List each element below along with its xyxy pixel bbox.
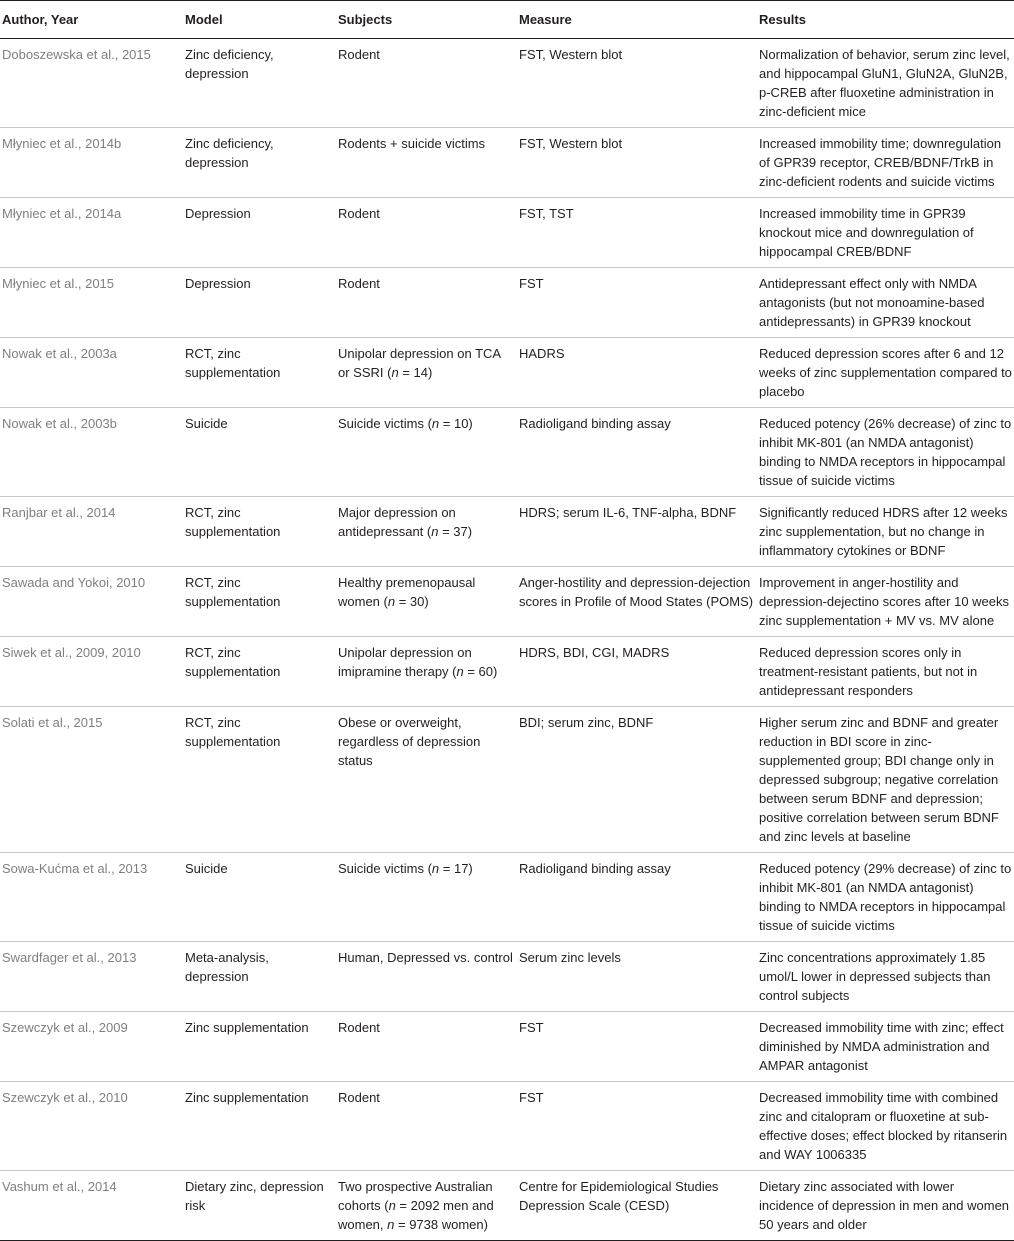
table-row [0,338,1014,408]
cell-measure: HDRS, BDI, CGI, MADRS [517,637,757,707]
table-row [0,1082,1014,1171]
header-results: Results [757,1,1014,39]
cell-model: RCT, zinc supplementation [183,707,336,853]
table-row [0,39,1014,128]
cell-author[interactable]: Młyniec et al., 2015 [0,268,183,338]
cell-subjects: Healthy premenopausal women (n = 30) [336,567,517,637]
cell-model: Suicide [183,853,336,942]
cell-author[interactable]: Młyniec et al., 2014b [0,128,183,198]
cell-author[interactable]: Swardfager et al., 2013 [0,942,183,1012]
cell-author[interactable]: Sawada and Yokoi, 2010 [0,567,183,637]
cell-author[interactable]: Nowak et al., 2003b [0,408,183,497]
cell-results: Reduced depression scores after 6 and 12 weeks of zinc supplementation compared to placebo [757,338,1014,408]
cell-measure: FST, Western blot [517,128,757,198]
sample-size-symbol: n [431,861,440,876]
sample-size-symbol: n [388,1198,396,1213]
cell-model: Depression [183,198,336,268]
cell-author[interactable]: Sowa-Kućma et al., 2013 [0,853,183,942]
cell-results: Antidepressant effect only with NMDA antagonists (but not monoamine-based antidepressants) in GPR39 knockout [757,268,1014,338]
cell-measure: BDI; serum zinc, BDNF [517,707,757,853]
cell-model: RCT, zinc supplementation [183,497,336,567]
header-row [0,1,1014,39]
cell-author[interactable]: Doboszewska et al., 2015 [0,39,183,128]
table-row [0,1012,1014,1082]
table-row [0,408,1014,497]
cell-subjects: Rodent [336,39,517,128]
cell-model: Zinc supplementation [183,1082,336,1171]
cell-author[interactable]: Nowak et al., 2003a [0,338,183,408]
header-measure: Measure [517,1,757,39]
table-row [0,128,1014,198]
cell-results: Normalization of behavior, serum zinc level, and hippocampal GluN1, GluN2A, GluN2B, p-CREB after fluoxetine administration in zinc-deficient mice [757,39,1014,128]
cell-measure: FST [517,1082,757,1171]
cell-results: Decreased immobility time with zinc; effect diminished by NMDA administration and AMPAR antagonist [757,1012,1014,1082]
table-row [0,1171,1014,1241]
cell-author[interactable]: Siwek et al., 2009, 2010 [0,637,183,707]
table-row [0,637,1014,707]
header-author: Author, Year [0,1,183,39]
cell-subjects: Suicide victims (n = 17) [336,853,517,942]
cell-model: Depression [183,268,336,338]
table-row [0,198,1014,268]
cell-results: Significantly reduced HDRS after 12 weeks zinc supplementation, but no change in inflammatory cytokines or BDNF [757,497,1014,567]
cell-measure: FST [517,268,757,338]
cell-subjects: Rodent [336,268,517,338]
cell-subjects: Major depression on antidepressant (n = 37) [336,497,517,567]
cell-subjects: Rodent [336,1082,517,1171]
header-model: Model [183,1,336,39]
sample-size-symbol: n [387,1217,395,1232]
cell-results: Increased immobility time in GPR39 knockout mice and downregulation of hippocampal CREB/BDNF [757,198,1014,268]
cell-model: Zinc supplementation [183,1012,336,1082]
cell-subjects: Two prospective Australian cohorts (n = 2092 men and women, n = 9738 women) [336,1171,517,1241]
cell-author[interactable]: Młyniec et al., 2014a [0,198,183,268]
table-row [0,942,1014,1012]
table-body [0,39,1014,1241]
cell-measure: Centre for Epidemiological Studies Depression Scale (CESD) [517,1171,757,1241]
cell-subjects: Suicide victims (n = 10) [336,408,517,497]
cell-measure: Radioligand binding assay [517,853,757,942]
cell-measure: Serum zinc levels [517,942,757,1012]
cell-results: Reduced depression scores only in treatment-resistant patients, but not in antidepressant responders [757,637,1014,707]
cell-model: RCT, zinc supplementation [183,567,336,637]
table-row [0,707,1014,853]
cell-model: RCT, zinc supplementation [183,637,336,707]
cell-measure: Anger-hostility and depression-dejection scores in Profile of Mood States (POMS) [517,567,757,637]
sample-size-symbol: n [391,365,399,380]
table-row [0,853,1014,942]
cell-subjects: Unipolar depression on imipramine therapy (n = 60) [336,637,517,707]
table-row [0,567,1014,637]
sample-size-symbol: n [431,524,439,539]
cell-measure: HADRS [517,338,757,408]
cell-results: Increased immobility time; downregulation of GPR39 receptor, CREB/BDNF/TrkB in zinc-deficient rodents and suicide victims [757,128,1014,198]
cell-subjects: Unipolar depression on TCA or SSRI (n = 14) [336,338,517,408]
cell-subjects: Rodent [336,1012,517,1082]
cell-measure: Radioligand binding assay [517,408,757,497]
cell-subjects: Rodent [336,198,517,268]
cell-model: Dietary zinc, depression risk [183,1171,336,1241]
cell-author[interactable]: Ranjbar et al., 2014 [0,497,183,567]
cell-author[interactable]: Szewczyk et al., 2009 [0,1012,183,1082]
cell-results: Reduced potency (29% decrease) of zinc to inhibit MK-801 (an NMDA antagonist) binding to NMDA receptors in hippocampal tissue of suicide victims [757,853,1014,942]
table-row [0,497,1014,567]
cell-results: Zinc concentrations approximately 1.85 umol/L lower in depressed subjects than control subjects [757,942,1014,1012]
sample-size-symbol: n [431,416,440,431]
cell-results: Higher serum zinc and BDNF and greater reduction in BDI score in zinc-supplemented group; BDI change only in depressed subgroup; negative correlation between serum BDNF and depression; positive correlation between serum BDNF and zinc levels at baseline [757,707,1014,853]
cell-model: Suicide [183,408,336,497]
cell-results: Decreased immobility time with combined zinc and citalopram or fluoxetine at sub-effective doses; effect blocked by ritanserin and WAY 1006335 [757,1082,1014,1171]
sample-size-symbol: n [456,664,464,679]
cell-results: Improvement in anger-hostility and depression-dejectino scores after 10 weeks zinc supplementation + MV vs. MV alone [757,567,1014,637]
cell-author[interactable]: Vashum et al., 2014 [0,1171,183,1241]
cell-measure: HDRS; serum IL-6, TNF-alpha, BDNF [517,497,757,567]
table-row [0,268,1014,338]
cell-measure: FST, Western blot [517,39,757,128]
cell-model: Meta-analysis, depression [183,942,336,1012]
cell-model: RCT, zinc supplementation [183,338,336,408]
cell-results: Reduced potency (26% decrease) of zinc to inhibit MK-801 (an NMDA antagonist) binding to NMDA receptors in hippocampal tissue of suicide victims [757,408,1014,497]
sample-size-symbol: n [387,594,396,609]
cell-model: Zinc deficiency, depression [183,39,336,128]
cell-measure: FST [517,1012,757,1082]
cell-author[interactable]: Solati et al., 2015 [0,707,183,853]
cell-model: Zinc deficiency, depression [183,128,336,198]
cell-author[interactable]: Szewczyk et al., 2010 [0,1082,183,1171]
cell-subjects: Obese or overweight, regardless of depression status [336,707,517,853]
cell-subjects: Human, Depressed vs. control [336,942,517,1012]
header-subjects: Subjects [336,1,517,39]
cell-subjects: Rodents + suicide victims [336,128,517,198]
cell-measure: FST, TST [517,198,757,268]
cell-results: Dietary zinc associated with lower incidence of depression in men and women 50 years and older [757,1171,1014,1241]
